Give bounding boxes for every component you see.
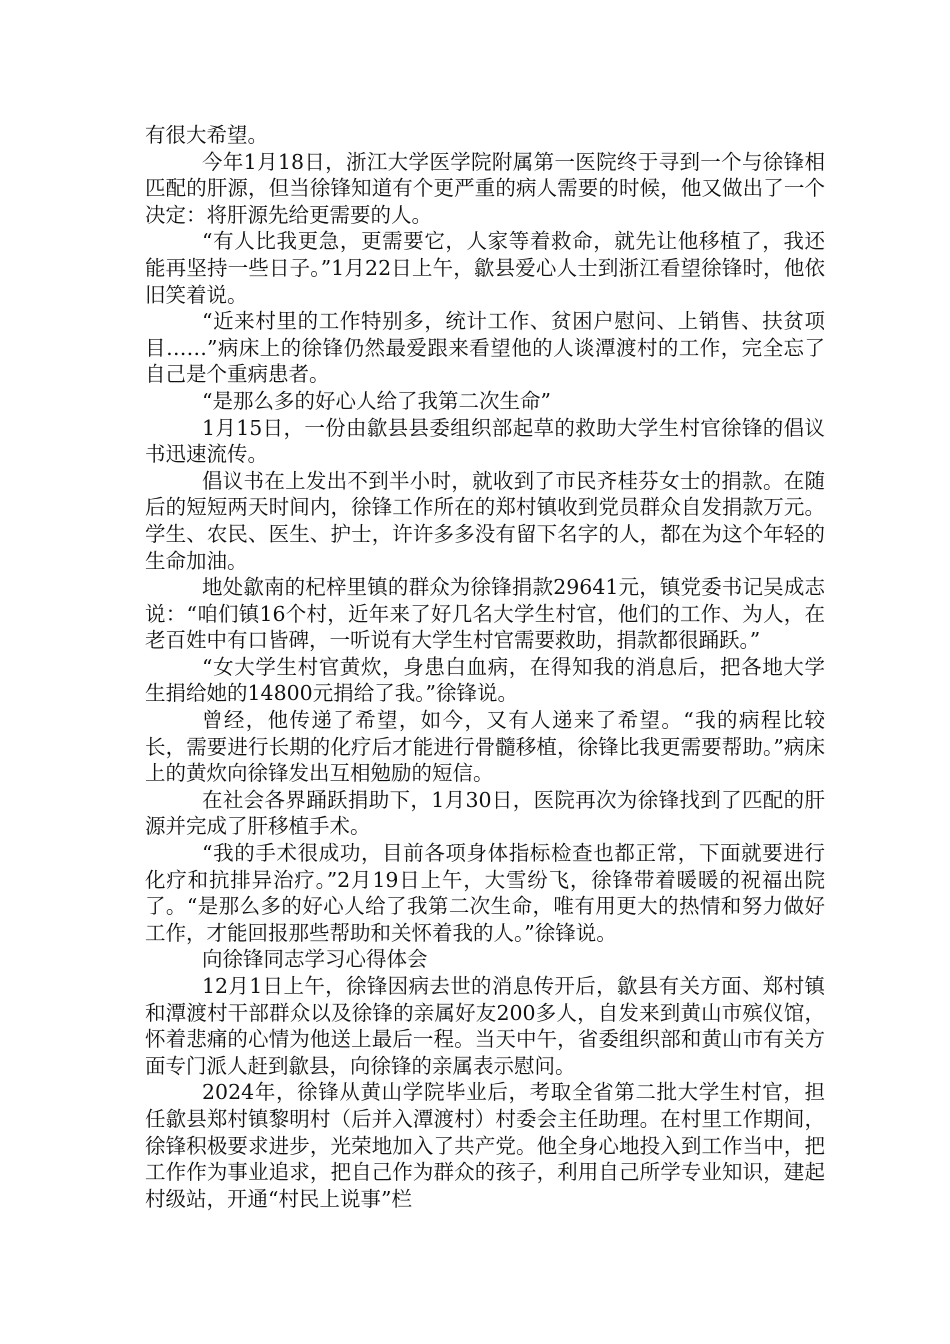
paragraph: 12月1日上午，徐锋因病去世的消息传开后，歙县有关方面、郑村镇和潭渡村干部群众以及徐锋的亲属好友200多人，自发来到黄山市殡仪馆，怀着悲痛的心情为他送上最后一程。当天中午，省委组织部和黄山市有关方面专门派人赶到歙县，向徐锋的亲属表示慰问。 bbox=[145, 974, 825, 1078]
paragraph: 有很大希望。 bbox=[145, 123, 268, 147]
paragraph: 曾经，他传递了希望，如今，又有人递来了希望。“我的病程比较长，需要进行长期的化疗后才能进行骨髓移植，徐锋比我更需要帮助。”病床上的黄炊向徐锋发出互相勉励的短信。 bbox=[145, 708, 825, 786]
section-heading: “是那么多的好心人给了我第二次生命” bbox=[202, 388, 551, 413]
section-heading: 向徐锋同志学习心得体会 bbox=[202, 947, 428, 972]
paragraph: 在社会各界踊跃捐助下，1月30日，医院再次为徐锋找到了匹配的肝源并完成了肝移植手术。 bbox=[145, 787, 825, 839]
paragraph: “有人比我更急，更需要它，人家等着救命，就先让他移植了，我还能再坚持一些日子。”1月22日上午，歙县爱心人士到浙江看望徐锋时，他依旧笑着说。 bbox=[145, 229, 825, 307]
paragraph: 2024年，徐锋从黄山学院毕业后，考取全省第二批大学生村官，担任歙县郑村镇黎明村（后并入潭渡村）村委会主任助理。在村里工作期间，徐锋积极要求进步，光荣地加入了共产党。他全身心地投入到工作当中，把工作作为事业追求，把自己作为群众的孩子，利用自己所学专业知识，建起村级站，开通“村民上说事”栏 bbox=[145, 1080, 825, 1211]
paragraph: “女大学生村官黄炊，身患白血病，在得知我的消息后，把各地大学生捐给她的14800元捐给了我。”徐锋说。 bbox=[145, 654, 825, 706]
paragraph: 1月15日，一份由歙县县委组织部起草的救助大学生村官徐锋的倡议书迅速流传。 bbox=[145, 415, 825, 467]
paragraph: “我的手术很成功，目前各项身体指标检查也都正常，下面就要进行化疗和抗排异治疗。”2月19日上午，大雪纷飞，徐锋带着暖暖的祝福出院了。“是那么多的好心人给了我第二次生命，唯有用更大的热情和努力做好工作，才能回报那些帮助和关怀着我的人。”徐锋说。 bbox=[145, 841, 825, 945]
paragraph: 地处歙南的杞梓里镇的群众为徐锋捐款29641元，镇党委书记吴成志说：“咱们镇16个村，近年来了好几名大学生村官，他们的工作、为人，在老百姓中有口皆碑，一听说有大学生村官需要救助，捐款都很踊跃。” bbox=[145, 575, 825, 653]
paragraph: 今年1月18日，浙江大学医学院附属第一医院终于寻到一个与徐锋相匹配的肝源，但当徐锋知道有个更严重的病人需要的时候，他又做出了一个决定：将肝源先给更需要的人。 bbox=[145, 149, 825, 227]
document-page bbox=[145, 122, 825, 1212]
paragraph: “近来村里的工作特别多，统计工作、贫困户慰问、上销售、扶贫项目……”病床上的徐锋仍然最爱跟来看望他的人谈潭渡村的工作，完全忘了自己是个重病患者。 bbox=[145, 309, 825, 387]
paragraph: 倡议书在上发出不到半小时，就收到了市民齐桂芬女士的捐款。在随后的短短两天时间内，徐锋工作所在的郑村镇收到党员群众自发捐款万元。学生、农民、医生、护士，许许多多没有留下名字的人，都在为这个年轻的生命加油。 bbox=[145, 468, 825, 573]
